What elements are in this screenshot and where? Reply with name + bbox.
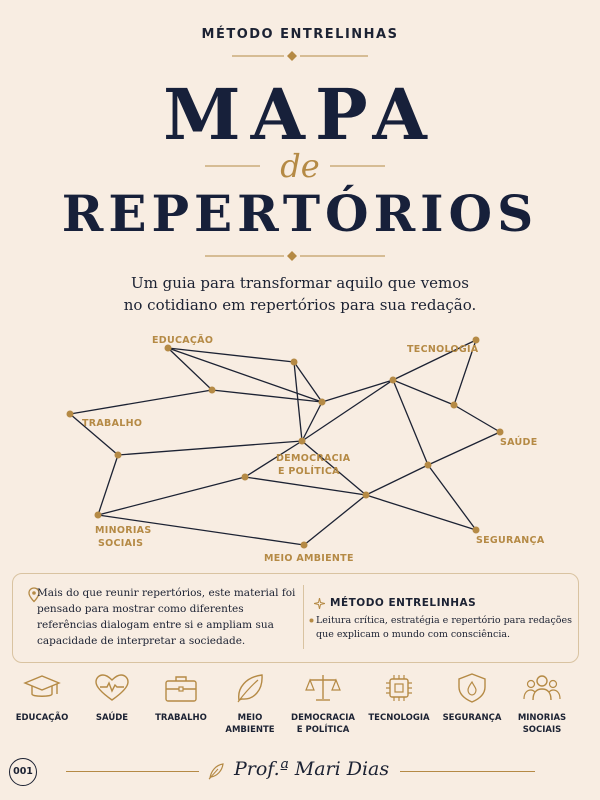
subtitle-line-1: Um guia para transformar aquilo que vemos	[131, 274, 469, 292]
title-repertorios: REPERTÓRIOS	[61, 184, 539, 243]
title-connector: de	[280, 147, 320, 185]
node-democracia	[299, 438, 306, 445]
category-icons-row	[0, 672, 600, 742]
node-meio-ambiente	[301, 542, 308, 549]
label-trabalho: TRABALHO	[82, 418, 143, 429]
info-description: Mais do que reunir repertórios, este material foi pensado para mostrar como diferentes referências dialogam entre si e ampliam sua capacidade de interpretar a sociedade.	[37, 587, 296, 647]
feather-icon	[207, 762, 225, 780]
label-tecnologia: TECNOLOGIA	[407, 344, 479, 355]
info-divider	[303, 585, 304, 649]
node	[451, 402, 458, 409]
label-seguranca: SEGURANÇA	[476, 535, 545, 546]
label-educacao: EDUCAÇÃO	[152, 335, 214, 346]
subtitle	[0, 272, 600, 316]
method-label: MÉTODO ENTRELINHAS	[201, 27, 399, 42]
graduation-cap-icon	[22, 672, 62, 704]
category-educacao	[2, 672, 82, 724]
node	[115, 452, 122, 459]
node-tecnologia	[473, 337, 480, 344]
category-label: SAÚDE	[95, 713, 129, 723]
category-tecnologia	[359, 672, 439, 724]
method-title: MÉTODO ENTRELINHAS	[330, 597, 477, 609]
category-seguranca	[432, 672, 512, 724]
people-icon	[522, 672, 562, 704]
label-minorias-2: SOCIAIS	[98, 538, 144, 549]
repertoire-network-diagram	[0, 325, 600, 570]
node	[363, 492, 370, 499]
category-label: TRABALHO	[155, 713, 207, 723]
briefcase-icon	[161, 672, 201, 704]
node	[390, 377, 397, 384]
label-democracia-1: DEMOCRACIA	[276, 453, 351, 464]
label-minorias-1: MINORIAS	[95, 525, 152, 536]
node-minorias	[95, 512, 102, 519]
category-saude	[72, 672, 152, 724]
top-ornament-divider	[0, 50, 600, 62]
bottom-ornament-divider	[0, 250, 600, 262]
scales-icon	[303, 672, 343, 704]
leaf-icon	[230, 672, 270, 704]
node-saude	[497, 429, 504, 436]
category-meio-ambiente	[210, 672, 290, 736]
sparkle-icon	[314, 598, 325, 609]
node-seguranca	[473, 527, 480, 534]
title-mapa: MAPA	[163, 73, 437, 156]
subtitle-line-2: no cotidiano em repertórios para sua redação.	[123, 296, 477, 314]
label-meio-ambiente: MEIO AMBIENTE	[264, 553, 354, 564]
category-label: SEGURANÇA	[442, 713, 502, 723]
node	[319, 399, 326, 406]
page-number: 001	[9, 758, 37, 786]
label-saude: SAÚDE	[500, 437, 538, 448]
label-democracia-2: E POLÍTICA	[278, 466, 340, 477]
category-trabalho	[141, 672, 221, 724]
category-label: EDUCAÇÃO	[15, 713, 69, 723]
node	[291, 359, 298, 366]
category-label: TECNOLOGIA	[368, 713, 430, 723]
bullet-icon	[309, 618, 314, 623]
chip-icon	[379, 672, 419, 704]
category-label: MEIO AMBIENTE	[225, 713, 275, 735]
author-name: Prof.ª Mari Dias	[234, 758, 390, 780]
shield-icon	[452, 672, 492, 704]
node-trabalho	[67, 411, 74, 418]
footer-line-left	[66, 771, 199, 772]
heart-pulse-icon	[92, 672, 132, 704]
node	[209, 387, 216, 394]
category-democracia	[283, 672, 363, 736]
method-description: Leitura crítica, estratégia e repertório para redações que explicam o mundo com consciência.	[316, 615, 572, 640]
category-label: MINORIAS SOCIAIS	[517, 713, 567, 735]
node	[425, 462, 432, 469]
category-label: DEMOCRACIA E POLÍTICA	[291, 713, 355, 735]
footer-line-right	[400, 771, 535, 772]
category-minorias	[502, 672, 582, 736]
node	[242, 474, 249, 481]
network-edges	[70, 340, 500, 545]
